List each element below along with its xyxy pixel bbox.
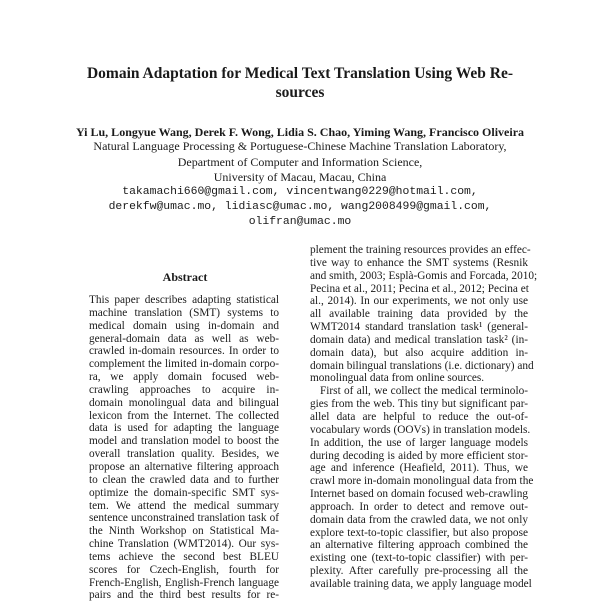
text-line: Internet based on domain focused web-crawling (310, 488, 528, 501)
email-line: olifran@umac.mo (248, 216, 352, 228)
text-line: crawled in-domain resources. In order to (89, 345, 279, 358)
text-line: crawling approaches to acquire in- (89, 383, 279, 396)
text-line: monolingual data from online sources. (310, 372, 485, 385)
text-line: Pecina et al., 2011; Pecina et al., 2012; Pecina et (310, 282, 529, 295)
affiliation-line: University of Macau, Macau, China (213, 170, 387, 184)
text-line: plexity. After carefully pre-processing all the (310, 565, 528, 578)
text-line: domain monolingual data and bilingual (89, 396, 279, 409)
text-line: data is used for adapting the language (89, 422, 279, 435)
text-line: allel data are helpful to reduce the out-of- (310, 410, 528, 423)
text-line: pairs and the third best results for re- (89, 589, 279, 602)
title-line-1: Domain Adaptation for Medical Text Translation Using Web Re- (86, 65, 513, 82)
text-line: optimize the domain-specific SMT sys- (89, 486, 279, 499)
text-line: approach. In order to detect and remove out- (310, 500, 528, 513)
text-line: ra, we apply domain focused web- (89, 371, 279, 384)
text-line: vocabulary words (OOVs) in translation models. (310, 423, 531, 436)
author-list: Yi Lu, Longyue Wang, Derek F. Wong, Lidia S. Chao, Yiming Wang, Francisco Oliveira (75, 125, 525, 139)
abstract-heading: Abstract (162, 270, 208, 284)
text-line: gies from the web. This tiny but significant par- (310, 398, 528, 411)
text-line: medical domain using in-domain and (89, 319, 279, 332)
text-line: domain data from the crawled data, we not only (310, 513, 528, 526)
introduction-body (310, 244, 538, 591)
text-line: existing one (text-to-topic classifier) with per- (310, 552, 528, 565)
text-line: an alternative filtering approach combined the (310, 539, 528, 552)
affiliation-line: Department of Computer and Information Science, (177, 154, 423, 169)
text-line: al., 2014). In our experiments, we not only use (310, 295, 528, 308)
text-line: scores for Czech-English, fourth for (89, 563, 279, 576)
text-line: French-English, English-French language (89, 576, 279, 589)
text-line: In addition, the use of larger language models (310, 436, 528, 449)
text-line: propose an alternative filtering approach (89, 460, 279, 473)
text-line: chine Translation (WMT2014). Our sys- (89, 538, 279, 551)
text-line: model and translation model to boost the (89, 435, 279, 448)
email-line: derekfw@umac.mo, lidiasc@umac.mo, wang2008499@gmail.com, (108, 201, 492, 213)
email-line: takamachi660@gmail.com, vincentwang0229@hotmail.com, (122, 186, 478, 198)
text-line: This paper describes adapting statistical (89, 294, 279, 306)
text-line: lexicon from the Internet. The collected (89, 409, 279, 422)
text-line: plement the training resources provides an effec- (310, 244, 531, 256)
text-line: crawl more in-domain monolingual data from the (310, 475, 534, 488)
paper-title (80, 64, 520, 102)
text-line: available training data, we apply language model (310, 577, 532, 590)
text-line: sentence unconstrained translation task of (89, 512, 279, 525)
text-line: machine translation (SMT) systems to (89, 306, 279, 319)
title-line-2: sources (275, 84, 325, 101)
text-line: explore text-to-topic classifier, but also propose (310, 526, 528, 539)
affiliation-line: Natural Language Processing & Portuguese-Chinese Machine Translation Laboratory, (93, 139, 507, 153)
text-line: all available training data provided by the (310, 308, 528, 321)
text-line: domain bilingual translations (i.e. dictionary) and (310, 359, 534, 372)
text-line: WMT2014 standard translation task¹ (general- (310, 321, 528, 334)
text-line: and smith, 2003; Esplà-Gomis and Forcada, 2010; (310, 269, 538, 282)
text-line: general-domain data as well as web- (89, 332, 279, 345)
text-line: tive way to enhance the SMT systems (Resnik (310, 256, 528, 269)
abstract-body (89, 294, 279, 602)
text-line: the Ninth Workshop on Statistical Ma- (89, 525, 279, 538)
text-line: domain data), but also acquire addition in- (310, 346, 528, 359)
author-emails (40, 185, 560, 230)
text-line: complement the limited in-domain corpo- (89, 358, 279, 371)
text-line: overall translation quality. Besides, we (89, 448, 279, 461)
text-line: tems achieve the second best BLEU (89, 550, 279, 563)
text-line: age and inference (Heafield, 2011). Thus, we (310, 462, 528, 475)
text-line: during decoding is aided by more efficient stor- (310, 449, 528, 462)
text-line: to clean the crawled data and to further (89, 473, 279, 486)
affiliation (40, 139, 560, 186)
text-line: tem. We attend the medical summary (89, 499, 279, 512)
text-line: First of all, we collect the medical terminolo- (320, 385, 528, 398)
text-line: domain data) and medical translation task² (in- (310, 333, 528, 346)
